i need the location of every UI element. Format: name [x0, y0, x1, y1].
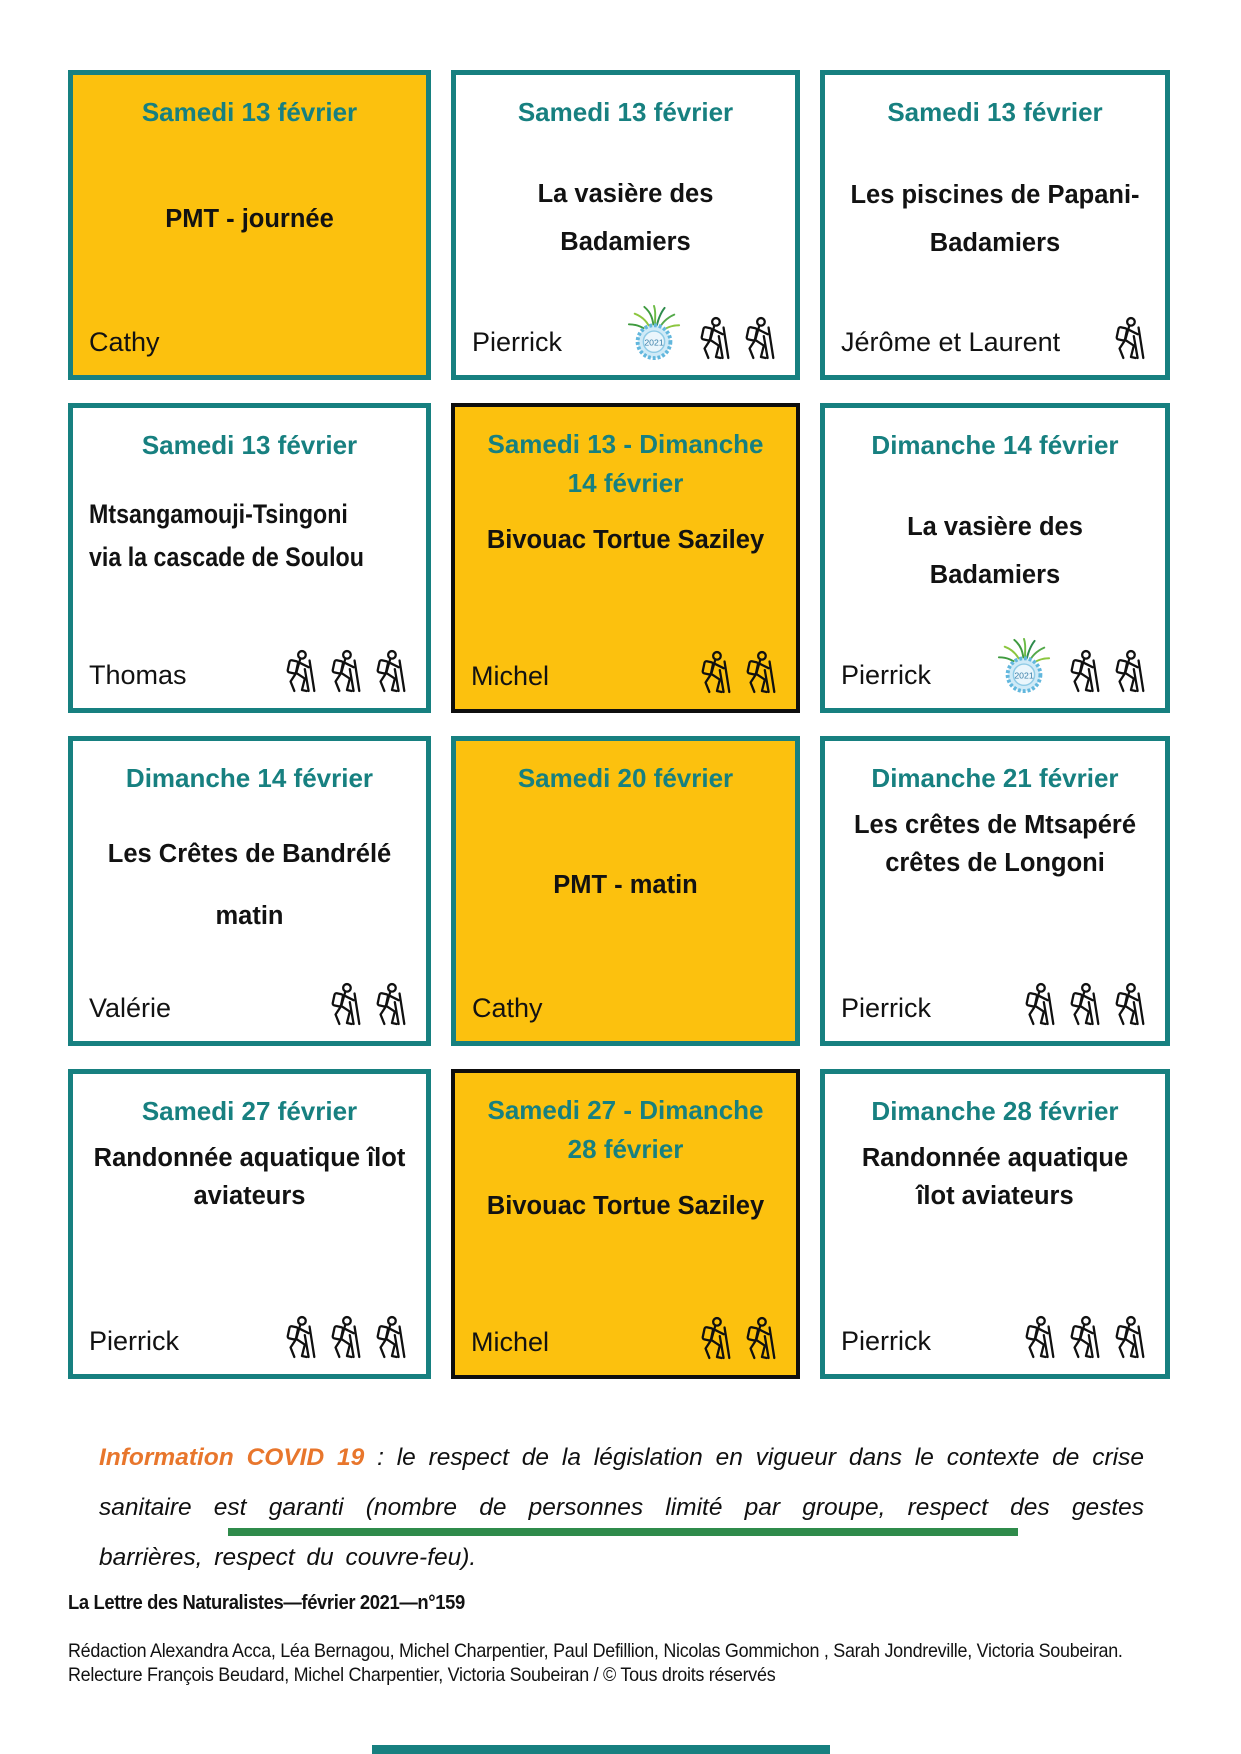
hiker-icon: [1111, 981, 1149, 1027]
card-icons: [1021, 981, 1149, 1027]
card-date: Samedi 27 - Dimanche 28 février: [487, 1095, 764, 1164]
card-date: Samedi 27 février: [141, 1096, 358, 1126]
card-date: Dimanche 14 février: [125, 763, 374, 793]
events-grid: [68, 70, 1170, 1379]
hiker-icon: [1111, 315, 1149, 361]
hiker-icon: [742, 649, 780, 695]
covid-note-lead: Information COVID 19: [99, 1443, 365, 1471]
card-title: Les Crêtes de Bandrélé matin: [107, 840, 392, 930]
hiker-icon: [1066, 648, 1104, 694]
hiker-icon: [742, 1315, 780, 1361]
event-card: [451, 736, 800, 1046]
card-date: Samedi 13 février: [887, 97, 1103, 127]
bottom-page-strip: [372, 1745, 830, 1754]
card-date: Dimanche 21 février: [871, 763, 1119, 793]
card-title: PMT - journée: [165, 204, 334, 233]
card-title: Randonnée aquatique îlot aviateurs: [93, 1144, 406, 1211]
covid-note-text: : le respect de la législation en vigueur dans le contexte de crise sanitaire est garanti (nombre de personnes limité par groupe, respect des gestes barrières, respect du couvre-feu).: [99, 1443, 1144, 1571]
card-icons: [1021, 1314, 1149, 1360]
card-leader: Michel: [471, 661, 550, 692]
badge-year: 2021: [1014, 670, 1034, 681]
card-leader: Jérôme et Laurent: [841, 327, 1061, 358]
card-leader: Pierrick: [841, 660, 932, 691]
card-icons: [282, 648, 410, 694]
hiker-icon: [327, 648, 365, 694]
card-title: PMT - matin: [553, 870, 698, 899]
hiker-icon: [741, 315, 779, 361]
relecture-credits: Relecture François Beudard, Michel Charpentier, Victoria Soubeiran / © Tous droits réservés: [68, 1664, 776, 1686]
card-icons: [1111, 315, 1149, 361]
card-date: Dimanche 28 février: [871, 1096, 1119, 1126]
card-leader: Pierrick: [841, 993, 932, 1024]
hiker-icon: [1066, 981, 1104, 1027]
card-title: Bivouac Tortue Saziley: [486, 1192, 765, 1220]
card-date: Samedi 13 février: [517, 97, 734, 127]
covid-note: [99, 1433, 1144, 1584]
event-card: [451, 1069, 800, 1379]
card-title: Mtsangamouji-Tsingoni via la cascade de Soulou: [89, 499, 364, 573]
hiker-icon: [372, 648, 410, 694]
redaction-credits: Rédaction Alexandra Acca, Léa Bernagou, Michel Charpentier, Paul Defillion, Nicolas Gommichon , Sarah Jondreville, Victoria Soubeiran.: [68, 1640, 1123, 1662]
card-title: Les crêtes de Mtsapéré crêtes de Longoni: [853, 811, 1137, 878]
card-title: La vasière des Badamiers: [537, 180, 714, 256]
hiker-icon: [697, 649, 735, 695]
card-leader: Pierrick: [89, 1326, 180, 1357]
card-date: Samedi 13 février: [141, 97, 358, 127]
event-card: [68, 70, 431, 380]
wetlands-2021-badge-icon: [625, 305, 683, 361]
hiker-icon: [372, 1314, 410, 1360]
hiker-icon: [1021, 1314, 1059, 1360]
hiker-icon: [1111, 648, 1149, 694]
card-title: La vasière des Badamiers: [907, 513, 1083, 589]
card-icons: [697, 1315, 780, 1361]
event-card: [451, 70, 800, 380]
hiker-icon: [1021, 981, 1059, 1027]
hiker-icon: [697, 1315, 735, 1361]
hiker-icon: [327, 1314, 365, 1360]
hiker-icon: [372, 981, 410, 1027]
badge-year: 2021: [644, 337, 664, 348]
card-leader: Pierrick: [472, 327, 563, 358]
event-card: [451, 403, 800, 713]
event-card: [820, 403, 1170, 713]
wetlands-2021-badge-icon: [995, 638, 1053, 694]
card-icons: [995, 638, 1149, 694]
card-date: Dimanche 14 février: [871, 430, 1119, 460]
card-title: Randonnée aquatique îlot aviateurs: [861, 1144, 1129, 1211]
card-date: Samedi 20 février: [517, 763, 734, 793]
hiker-icon: [1066, 1314, 1104, 1360]
hiker-icon: [696, 315, 734, 361]
card-icons: [327, 981, 410, 1027]
card-leader: Michel: [471, 1327, 550, 1358]
card-leader: Cathy: [89, 327, 160, 358]
card-title: Bivouac Tortue Saziley: [486, 526, 765, 554]
event-card: [820, 70, 1170, 380]
page-footer: [68, 1592, 1209, 1687]
hiker-icon: [1111, 1314, 1149, 1360]
card-date: Samedi 13 février: [141, 430, 358, 460]
card-leader: Cathy: [472, 993, 543, 1024]
divider-line: [228, 1528, 1018, 1536]
card-icons: [625, 305, 779, 361]
newsletter-issue-title: La Lettre des Naturalistes—février 2021—n°159: [68, 1592, 465, 1614]
card-leader: Pierrick: [841, 1326, 932, 1357]
card-date: Samedi 13 - Dimanche 14 février: [487, 429, 764, 498]
card-icons: [697, 649, 780, 695]
event-card: [68, 736, 431, 1046]
card-leader: Thomas: [89, 660, 187, 691]
card-leader: Valérie: [89, 993, 172, 1024]
event-card: [820, 1069, 1170, 1379]
event-card: [820, 736, 1170, 1046]
hiker-icon: [282, 1314, 320, 1360]
card-icons: [282, 1314, 410, 1360]
hiker-icon: [282, 648, 320, 694]
event-card: [68, 403, 431, 713]
event-card: [68, 1069, 431, 1379]
card-title: Les piscines de Papani-Badamiers: [850, 181, 1140, 257]
hiker-icon: [327, 981, 365, 1027]
